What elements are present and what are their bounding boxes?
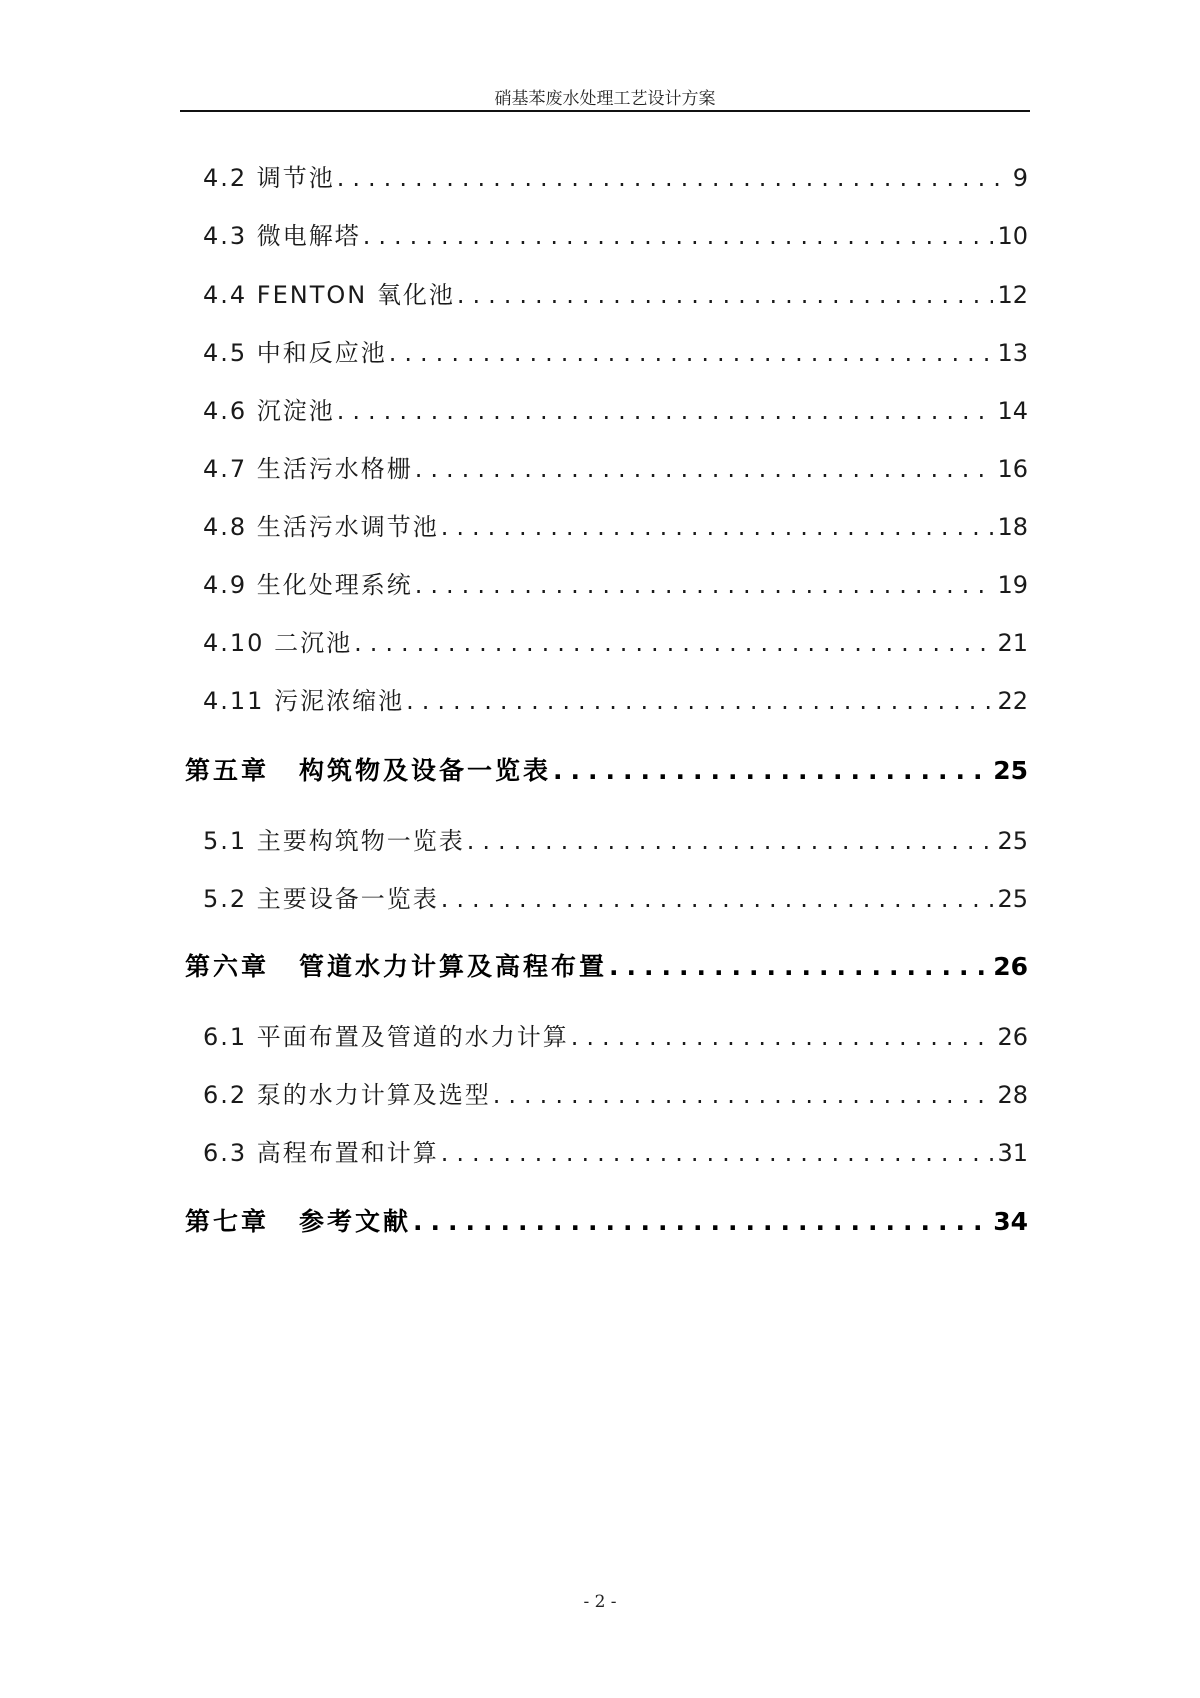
chapter-title: 管道水力计算及高程布置 (299, 952, 608, 981)
toc-page-number: 28 (997, 1081, 1028, 1109)
toc-entry-label: 4.11 污泥浓缩池 (203, 687, 405, 715)
toc-entry-label: 4.6 沉淀池 (203, 397, 335, 425)
toc-entry-4-8[interactable] (203, 507, 1028, 547)
toc-page-number: 14 (997, 397, 1028, 425)
toc-entry-label: 4.8 生活污水调节池 (203, 513, 439, 541)
dot-leader (493, 1075, 994, 1115)
toc-entry-5-1[interactable] (203, 821, 1028, 861)
chapter-title: 构筑物及设备一览表 (299, 756, 552, 785)
dot-leader (389, 333, 994, 373)
toc-entry-4-11[interactable] (203, 681, 1028, 721)
toc-entry-6-2[interactable] (203, 1075, 1028, 1115)
toc-entry-label: 4.5 中和反应池 (203, 339, 387, 367)
chapter-number: 第七章 (185, 1207, 270, 1236)
dot-leader (467, 821, 994, 861)
toc-entry-label: 4.4 FENTON 氧化池 (203, 281, 455, 309)
toc-page-number: 18 (997, 513, 1028, 541)
toc-entry-label: 6.2 泵的水力计算及选型 (203, 1081, 491, 1109)
page-number-footer: - 2 - (583, 1592, 617, 1612)
toc-entry-label: 6.3 高程布置和计算 (203, 1139, 439, 1167)
toc-entry-4-6[interactable] (203, 391, 1028, 431)
dot-leader (413, 1202, 989, 1242)
chapter-title: 参考文献 (299, 1207, 412, 1236)
toc-page-number: 22 (997, 687, 1028, 715)
toc-entry-label: 5.1 主要构筑物一览表 (203, 827, 465, 855)
toc-entry-label: 4.2 调节池 (203, 164, 335, 192)
chapter-number: 第六章 (185, 952, 270, 981)
dot-leader (415, 449, 994, 489)
toc-entry-6-1[interactable] (203, 1017, 1028, 1057)
dot-leader (457, 275, 994, 315)
dot-leader (441, 507, 994, 547)
toc-chapter-heading (185, 947, 607, 987)
running-header-title: 硝基苯废水处理工艺设计方案 (494, 89, 716, 109)
dot-leader (337, 158, 1009, 198)
dot-leader (406, 681, 993, 721)
toc-page-number: 10 (997, 222, 1028, 250)
toc-entry-4-10[interactable] (203, 623, 1028, 663)
dot-leader (415, 565, 994, 605)
dot-leader (337, 391, 994, 431)
toc-page-number: 25 (997, 827, 1028, 855)
toc-chapter-7[interactable] (185, 1202, 1028, 1242)
toc-page-number: 19 (997, 571, 1028, 599)
toc-entry-4-2[interactable] (203, 158, 1028, 198)
toc-chapter-heading (185, 1202, 411, 1242)
toc-entry-4-5[interactable] (203, 333, 1028, 373)
toc-entry-label: 4.9 生化处理系统 (203, 571, 413, 599)
header-rule (180, 110, 1030, 112)
toc-entry-label: 4.10 二沉池 (203, 629, 353, 657)
toc-entry-label: 4.7 生活污水格栅 (203, 455, 413, 483)
toc-page-number: 9 (1012, 164, 1028, 192)
toc-chapter-heading (185, 751, 551, 791)
toc-chapter-6[interactable] (185, 947, 1028, 987)
toc-entry-5-2[interactable] (203, 879, 1028, 919)
toc-page-number: 13 (997, 339, 1028, 367)
toc-entry-label: 4.3 微电解塔 (203, 222, 361, 250)
toc-entry-4-3[interactable] (203, 216, 1028, 256)
dot-leader (363, 216, 994, 256)
toc-page-number: 21 (997, 629, 1028, 657)
toc-page-number: 25 (993, 756, 1028, 785)
toc-entry-4-4[interactable] (203, 275, 1028, 315)
toc-page-number: 26 (993, 952, 1028, 981)
toc-page-number: 34 (993, 1207, 1028, 1236)
dot-leader (441, 879, 994, 919)
toc-entry-6-3[interactable] (203, 1133, 1028, 1173)
toc-entry-4-9[interactable] (203, 565, 1028, 605)
toc-entry-label: 6.1 平面布置及管道的水力计算 (203, 1023, 569, 1051)
toc-page-number: 26 (997, 1023, 1028, 1051)
toc-page-number: 12 (997, 281, 1028, 309)
dot-leader (571, 1017, 994, 1057)
toc-page-number: 25 (997, 885, 1028, 913)
dot-leader (553, 751, 989, 791)
dot-leader (354, 623, 993, 663)
dot-leader (609, 947, 989, 987)
toc-chapter-5[interactable] (185, 751, 1028, 791)
toc-entry-4-7[interactable] (203, 449, 1028, 489)
toc-page-number: 31 (997, 1139, 1028, 1167)
dot-leader (441, 1133, 994, 1173)
toc-page-number: 16 (997, 455, 1028, 483)
chapter-number: 第五章 (185, 756, 270, 785)
toc-entry-label: 5.2 主要设备一览表 (203, 885, 439, 913)
